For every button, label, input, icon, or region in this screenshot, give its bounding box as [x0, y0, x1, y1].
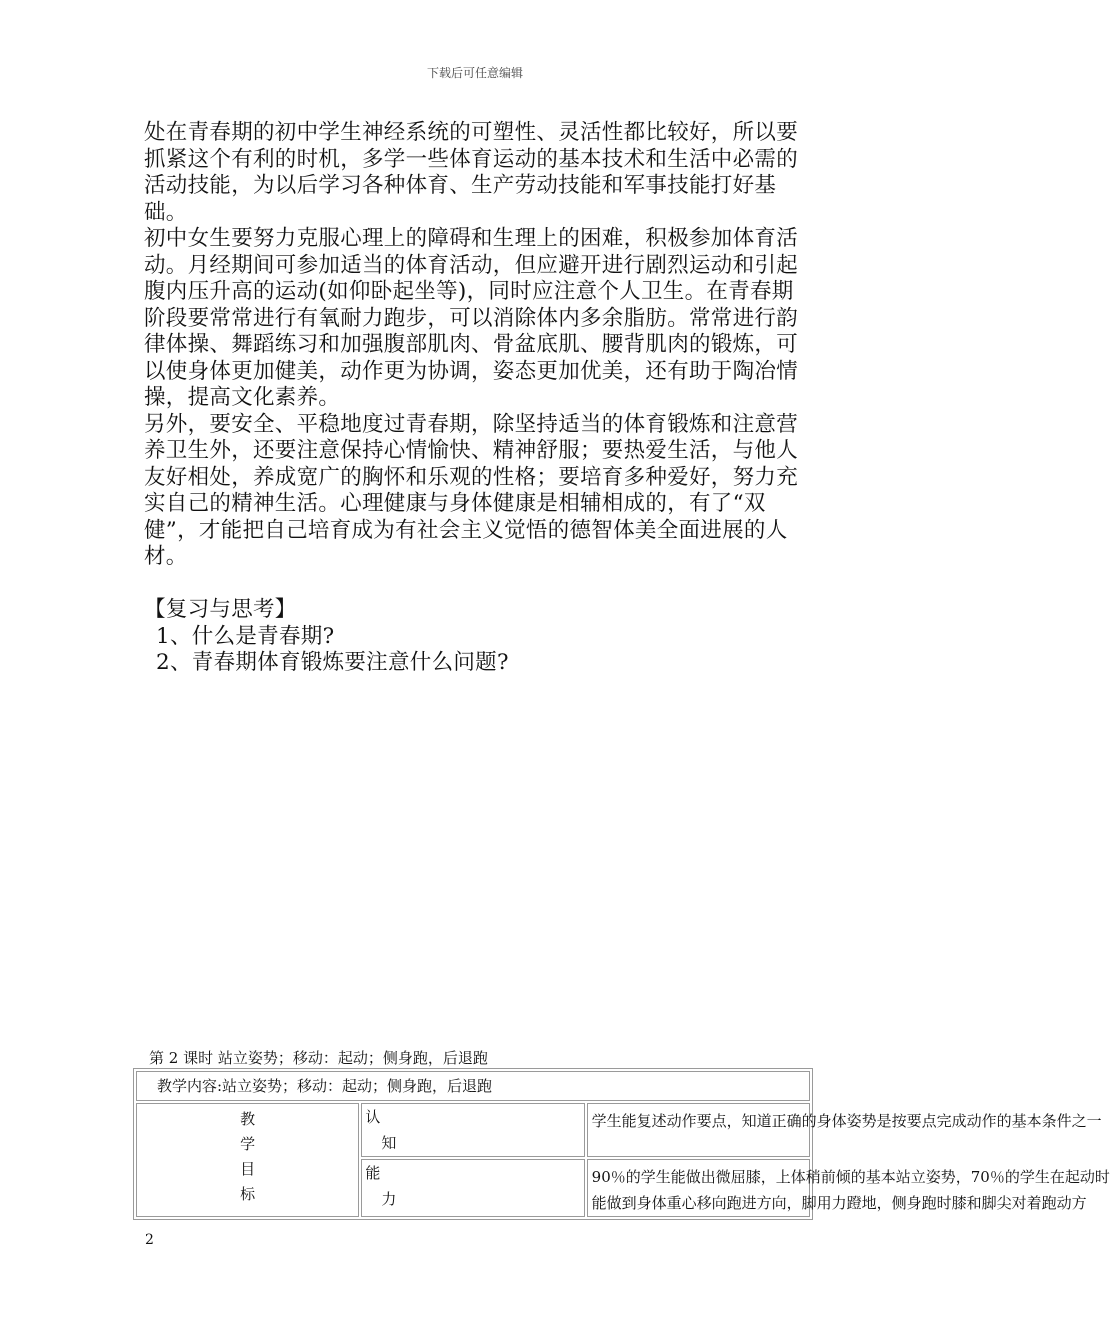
blank-line [144, 571, 810, 598]
label-char: 力 [381, 1190, 397, 1208]
paragraph: 初中女生要努力克服心理上的障碍和生理上的困难，积极参加体育活动。月经期间可参加适当的体育活动，但应避开进行剧烈运动和引起腹内压升高的运动(如仰卧起坐等)，同时应注意个人卫生。在青春期阶段要常常进行有氧耐力跑步，可以消除体内多余脂肪。常常进行韵律体操、舞蹈练习和加强腹部肌肉、骨盆底肌、腰背肌肉的锻炼，可以使身体更加健美，动作更为协调，姿态更加优美，还有助于陶冶情操，提高文化素养。 [144, 226, 799, 410]
description-line: 90％的学生能做出微屈膝，上体稍前倾的基本站立姿势，70％的学生在起动时 [591, 1168, 1110, 1186]
review-heading: 【复习与思考】 [144, 597, 297, 622]
goal-label-char: 标 [240, 1185, 256, 1203]
paragraph: 另外，要安全、平稳地度过青春期，除坚持适当的体育锻炼和注意营养卫生外，还要注意保持心情愉快、精神舒服；要热爱生活，与他人友好相处，养成宽广的胸怀和乐观的性格；要培育多种爱好，努力充实自己的精神生活。心理健康与身体健康是相辅相成的，有了“双健”，才能把自己培育成为有社会主义觉悟的德智体美全面进展的人材。 [144, 411, 799, 569]
teaching-goal-label [136, 1103, 359, 1217]
table-row [136, 1103, 810, 1157]
ability-description [587, 1159, 1110, 1217]
label-char: 认 [365, 1108, 381, 1126]
goal-label-char: 教 [240, 1110, 256, 1128]
goal-label-char: 学 [240, 1135, 256, 1153]
header-note: 下载后可任意编辑 [426, 66, 523, 80]
cognition-description [587, 1103, 1102, 1157]
review-question: 1、什么是青春期? [156, 623, 335, 649]
label-char: 能 [365, 1164, 381, 1182]
description-line: 学生能复述动作要点，知道正确的身体姿势是按要点完成动作的基本条件之一 [591, 1112, 1102, 1130]
label-char: 知 [381, 1134, 397, 1152]
description-line: 能做到身体重心移向跑进方向，脚用力蹬地，侧身跑时膝和脚尖对着跑动方 [591, 1194, 1087, 1212]
paragraph: 处在青春期的初中学生神经系统的可塑性、灵活性都比较好，所以要抓紧这个有利的时机，多学一些体育运动的基本技术和生活中必需的活动技能，为以后学习各种体育、生产劳动技能和军事技能打好基础。 [144, 120, 799, 225]
cognition-label [361, 1103, 584, 1157]
lesson-plan-table [133, 1068, 1110, 1220]
table-row [136, 1071, 810, 1101]
page-number: 2 [145, 1232, 154, 1248]
ability-label [361, 1159, 584, 1217]
review-question: 2、青春期体育锻炼要注意什么问题? [156, 650, 509, 675]
document-body [144, 120, 810, 677]
teaching-content-cell: 教学内容:站立姿势；移动：起动；侧身跑，后退跑 [136, 1071, 810, 1101]
goal-label-char: 目 [240, 1160, 256, 1178]
lesson-title: 第 2 课时 站立姿势；移动：起动；侧身跑，后退跑 [149, 1049, 488, 1067]
